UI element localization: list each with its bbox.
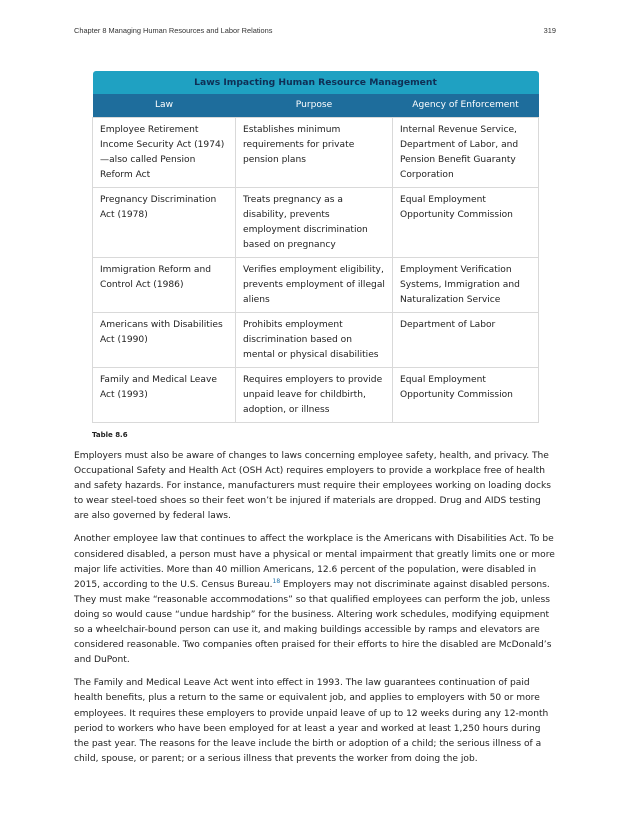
cell-agency: Internal Revenue Service, Department of Labor, and Pension Benefit Guaranty Corporation	[393, 118, 539, 188]
cell-purpose: Requires employers to provide unpaid leave for childbirth, adoption, or illness	[236, 368, 393, 423]
cell-purpose: Establishes minimum requirements for private pension plans	[236, 118, 393, 188]
body-text	[74, 449, 556, 775]
cell-purpose: Prohibits employment discrimination based on mental or physical disabilities	[236, 313, 393, 368]
table-header-row	[93, 94, 539, 118]
cell-purpose: Treats pregnancy as a disability, prevents employment discrimination based on pregnancy	[236, 188, 393, 258]
paragraph-fmla: The Family and Medical Leave Act went into effect in 1993. The law guarantees continuation of paid health benefits, plus a return to the same or equivalent job, and applies to employers with 50 or more employees. It requires these employers to provide unpaid leave of up to 12 weeks during any 12-month period to workers who have been employed for at least a year and worked at least 1,250 hours during the past year. The reasons for the leave include the birth or adoption of a child; the serious illness of a child, spouse, or parent; or a serious illness that prevents the worker from doing the job.	[74, 678, 549, 764]
column-header-purpose: Purpose	[236, 94, 393, 118]
page-number: 319	[543, 26, 556, 35]
cell-law: Americans with Disabilities Act (1990)	[93, 313, 236, 368]
table-row	[93, 313, 539, 368]
cell-agency: Equal Employment Opportunity Commission	[393, 368, 539, 423]
paragraph-ada-part-1: Another employee law that continues to affect the workplace is the Americans with Disabilities Act. To be considered disabled, a person must have a physical or mental impairment that greatly limits one or more major life activities. More than 40 million Americans, 12.6 percent of the population, were disabled in 2015, according to the U.S. Census Bureau.	[74, 534, 555, 590]
table-title: Laws Impacting Human Resource Management	[93, 71, 539, 94]
cell-agency: Department of Labor	[393, 313, 539, 368]
table-caption: Table 8.6	[92, 431, 128, 439]
paragraph-osh-act: Employers must also be aware of changes to laws concerning employee safety, health, and privacy. The Occupational Safety and Health Act (OSH Act) requires employers to provide a workplace free of health and safety hazards. For instance, manufacturers must require their employees working on loading docks to wear steel-toed shoes so their feet won’t be injured if materials are dropped. Drug and AIDS testing are also governed by federal laws.	[74, 451, 551, 522]
laws-table	[92, 71, 539, 423]
table-row	[93, 368, 539, 423]
table-row	[93, 258, 539, 313]
cell-law: Family and Medical Leave Act (1993)	[93, 368, 236, 423]
cell-agency: Employment Verification Systems, Immigration and Naturalization Service	[393, 258, 539, 313]
cell-agency: Equal Employment Opportunity Commission	[393, 188, 539, 258]
paragraph-ada-part-2: Employers may not discriminate against disabled persons. They must make “reasonable accommodations” so that qualified employees can perform the job, unless doing so would cause “undue hardship” for the business. Altering work schedules, modifying equipment so a wheelchair-bound person can use it, and making buildings accessible by ramps and elevators are considered reasonable. Two companies often praised for their efforts to hire the disabled are McDonald’s and DuPont.	[74, 579, 552, 666]
cell-law: Pregnancy Discrimination Act (1978)	[93, 188, 236, 258]
cell-law: Immigration Reform and Control Act (1986)	[93, 258, 236, 313]
column-header-agency: Agency of Enforcement	[393, 94, 539, 118]
column-header-law: Law	[93, 94, 236, 118]
running-header	[74, 26, 556, 35]
paragraph-ada	[74, 532, 556, 668]
cell-law: Employee Retirement Income Security Act (1974)—also called Pension Reform Act	[93, 118, 236, 188]
table-row	[93, 188, 539, 258]
laws-table-container	[92, 71, 538, 423]
footnote-link[interactable]: 18	[272, 577, 281, 585]
chapter-title: Chapter 8 Managing Human Resources and Labor Relations	[74, 26, 273, 35]
cell-purpose: Verifies employment eligibility, prevents employment of illegal aliens	[236, 258, 393, 313]
table-row	[93, 118, 539, 188]
